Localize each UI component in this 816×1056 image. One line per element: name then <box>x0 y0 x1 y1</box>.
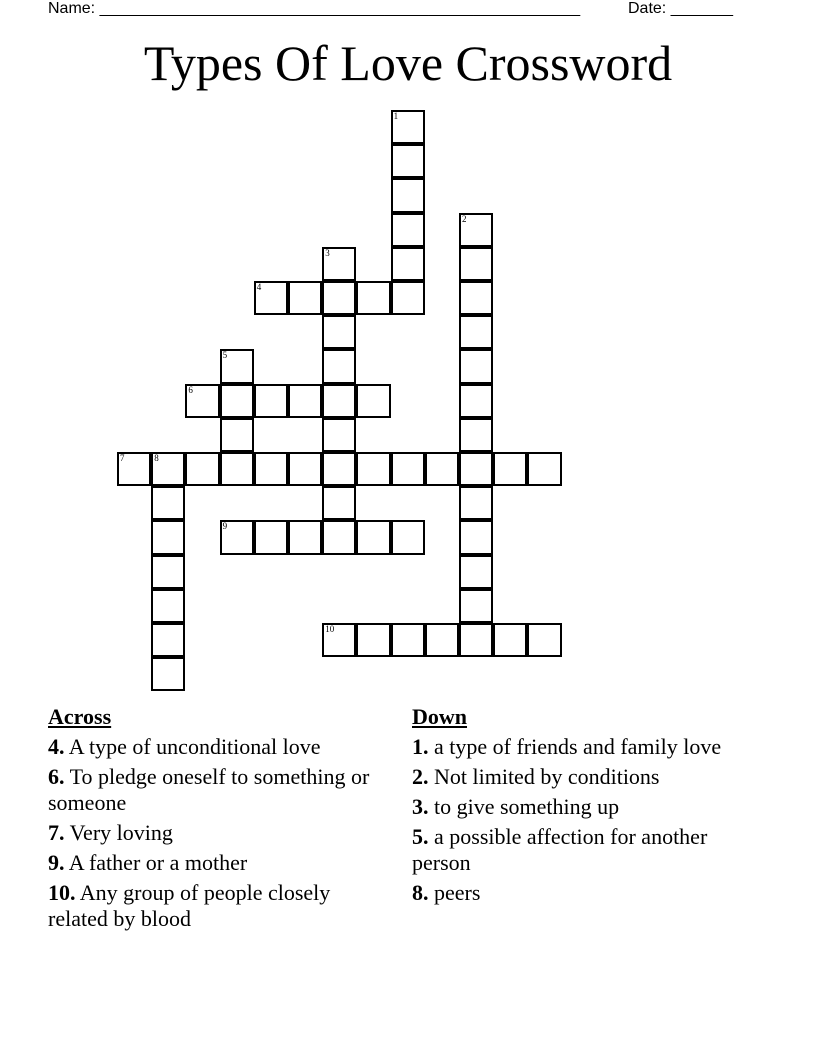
crossword-cell[interactable] <box>527 452 561 486</box>
crossword-cell[interactable] <box>391 520 425 554</box>
crossword-cell[interactable] <box>356 623 390 657</box>
clue-text: To pledge oneself to something or someone <box>48 764 370 815</box>
crossword-cell[interactable] <box>220 452 254 486</box>
crossword-cell[interactable] <box>391 281 425 315</box>
crossword-cell[interactable] <box>391 144 425 178</box>
crossword-cell[interactable] <box>459 247 493 281</box>
clue-text: A father or a mother <box>68 850 248 875</box>
across-clues <box>48 704 393 936</box>
down-heading: Down <box>412 704 468 729</box>
crossword-cell[interactable] <box>459 213 493 247</box>
crossword-cell[interactable] <box>459 520 493 554</box>
clue-number: 9. <box>48 850 65 875</box>
crossword-cell[interactable] <box>527 623 561 657</box>
clue-text: A type of unconditional love <box>68 734 321 759</box>
clue-number-label: 7 <box>120 453 125 463</box>
crossword-cell[interactable] <box>391 247 425 281</box>
crossword-cell[interactable] <box>391 452 425 486</box>
crossword-cell[interactable] <box>117 452 151 486</box>
date-label: Date: <box>628 0 667 17</box>
crossword-cell[interactable] <box>391 213 425 247</box>
clue-text: to give something up <box>434 794 620 819</box>
clue-number-label: 3 <box>325 247 330 258</box>
clue-number: 5. <box>412 824 429 849</box>
crossword-cell[interactable] <box>322 384 356 418</box>
crossword-cell[interactable] <box>220 520 254 554</box>
crossword-cell[interactable] <box>356 384 390 418</box>
crossword-cell[interactable] <box>322 315 356 349</box>
crossword-cell[interactable] <box>356 452 390 486</box>
crossword-cell[interactable] <box>322 349 356 383</box>
clue-number-label: 4 <box>256 282 262 292</box>
down-clue <box>412 880 752 906</box>
crossword-cell[interactable] <box>288 452 322 486</box>
crossword-cell[interactable] <box>151 623 185 657</box>
crossword-cell[interactable] <box>288 384 322 418</box>
clue-number: 2. <box>412 764 429 789</box>
crossword-cell[interactable] <box>459 384 493 418</box>
down-clue <box>412 734 752 760</box>
clue-text: Not limited by conditions <box>434 764 660 789</box>
across-clue <box>48 850 393 876</box>
crossword-cell[interactable] <box>425 452 459 486</box>
crossword-cell[interactable] <box>322 520 356 554</box>
crossword-cell[interactable] <box>254 384 288 418</box>
crossword-cell[interactable] <box>220 349 254 383</box>
across-clue <box>48 880 393 932</box>
clue-number: 8. <box>412 880 429 905</box>
crossword-cell[interactable] <box>254 281 288 315</box>
crossword-cell[interactable] <box>391 110 425 144</box>
name-blank-line[interactable]: ______________________________________________________ <box>99 0 581 17</box>
crossword-cell[interactable] <box>391 623 425 657</box>
clue-number-label: 6 <box>188 384 193 395</box>
crossword-cell[interactable] <box>493 452 527 486</box>
crossword-cell[interactable] <box>322 281 356 315</box>
crossword-cell[interactable] <box>356 520 390 554</box>
crossword-cell[interactable] <box>288 281 322 315</box>
crossword-cell[interactable] <box>288 520 322 554</box>
down-clue <box>412 764 752 790</box>
crossword-cell[interactable] <box>459 281 493 315</box>
crossword-cell[interactable] <box>356 281 390 315</box>
clue-text: Very loving <box>69 820 173 845</box>
clue-number: 3. <box>412 794 429 819</box>
clue-number-label: 9 <box>222 521 228 532</box>
crossword-cell[interactable] <box>220 418 254 452</box>
clue-text: a possible affection for another person <box>412 824 708 875</box>
crossword-cell[interactable] <box>151 452 185 486</box>
clue-number-label: 8 <box>154 453 159 463</box>
crossword-cell[interactable] <box>459 623 493 657</box>
page-title: Types Of Love Crossword <box>143 35 673 91</box>
crossword-cell[interactable] <box>459 349 493 383</box>
clue-number-label: 5 <box>222 350 228 361</box>
crossword-cell[interactable] <box>459 315 493 349</box>
clue-number: 6. <box>48 764 65 789</box>
crossword-cell[interactable] <box>322 486 356 520</box>
clue-number-label: 10 <box>325 624 335 634</box>
crossword-cell[interactable] <box>151 589 185 623</box>
clue-number-label: 2 <box>462 213 467 224</box>
crossword-cell[interactable] <box>151 657 185 691</box>
crossword-cell[interactable] <box>322 247 356 281</box>
crossword-cell[interactable] <box>459 418 493 452</box>
clue-number: 4. <box>48 734 65 759</box>
date-blank-line[interactable]: _______ <box>670 0 733 17</box>
crossword-cell[interactable] <box>322 418 356 452</box>
across-clue <box>48 820 393 846</box>
crossword-cell[interactable] <box>220 384 254 418</box>
clue-number-label: 1 <box>393 111 399 121</box>
clue-number: 1. <box>412 734 429 759</box>
crossword-cell[interactable] <box>185 384 219 418</box>
clue-text: a type of friends and family love <box>434 734 722 759</box>
crossword-cell[interactable] <box>322 623 356 657</box>
across-clue <box>48 734 393 760</box>
crossword-cell[interactable] <box>459 452 493 486</box>
down-clue <box>412 794 752 820</box>
clue-number: 7. <box>48 820 65 845</box>
clue-text: Any group of people closely related by blood <box>48 880 331 931</box>
crossword-cell[interactable] <box>151 555 185 589</box>
crossword-cell[interactable] <box>459 486 493 520</box>
across-heading: Across <box>48 704 112 729</box>
crossword-cell[interactable] <box>254 520 288 554</box>
crossword-cell[interactable] <box>425 623 459 657</box>
clue-text: peers <box>434 880 481 905</box>
crossword-cell[interactable] <box>254 452 288 486</box>
down-clues <box>412 704 752 910</box>
crossword-cell[interactable] <box>151 486 185 520</box>
across-clue <box>48 764 393 816</box>
crossword-cell[interactable] <box>151 520 185 554</box>
name-label: Name: <box>48 0 96 17</box>
clue-number: 10. <box>48 880 76 905</box>
down-clue <box>412 824 752 876</box>
crossword-cell[interactable] <box>459 589 493 623</box>
crossword-cell[interactable] <box>185 452 219 486</box>
crossword-cell[interactable] <box>391 178 425 212</box>
crossword-cell[interactable] <box>493 623 527 657</box>
crossword-cell[interactable] <box>459 555 493 589</box>
crossword-cell[interactable] <box>322 452 356 486</box>
